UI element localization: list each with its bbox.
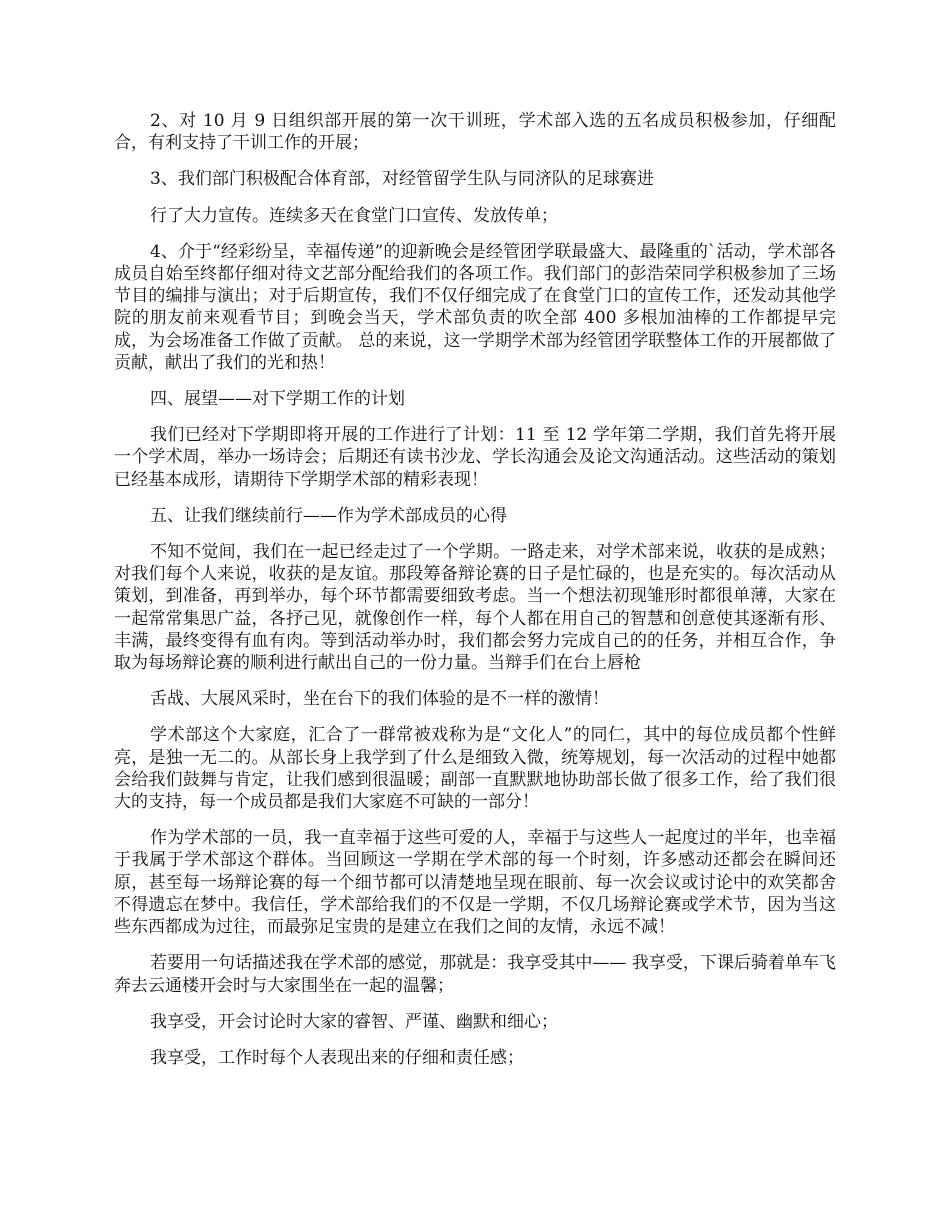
paragraph-next-term-plan: 我们已经对下学期即将开展的工作进行了计划：11 至 12 学年第二学期，我们首先将开展一个学术周，举办一场诗会；后期还有读书沙龙、学长沟通会及论文沟通活动。这些活动的策划已经基本成形，请期待下学期学术部的精彩表现！ [114,425,836,490]
paragraph-football-support: 3、我们部门积极配合体育部，对经管留学生队与同济队的足球赛进 [150,169,654,190]
document-body [114,110,836,1083]
paragraph-training-class: 2、对 10 月 9 日组织部开展的第一次干训班，学术部入选的五名成员积极参加，仔细配合，有利支持了干训工作的开展； [114,111,836,154]
paragraph-welcome-party: 4、介于“经彩纷呈，幸福传递”的迎新晚会是经管团学联最盛大、最隆重的`活动，学术部各成员自始至终都仔细对待文艺部分配给我们的各项工作。我们部门的彭浩荣同学积极参加了三场节目的编排与演出；对于后期宣传，我们不仅仔细完成了在食堂门口的宣传工作，还发动其他学院的朋友前来观看节目；到晚会当天，学术部负责的吹全部 400 多根加油棒的工作都提早完成，为会场准备工作做了贡献。 总的来说，这一学期学术部为经管团学联整体工作的开展都做了贡献，献出了我们的光和热！ [114,241,836,373]
section-heading-reflections: 五、让我们继续前行——作为学术部成员的心得 [150,505,507,526]
paragraph-enjoy-meetings: 我享受，开会讨论时大家的睿智、严谨、幽默和细心； [150,1011,558,1032]
paragraph-member-gratitude: 作为学术部的一员，我一直幸福于这些可爱的人，幸福于与这些人一起度过的半年，也幸福于我属于学术部这个群体。当回顾这一学期在学术部的每一个时刻，许多感动还都会在瞬间还原，甚至每一场辩论赛的每一个细节都可以清楚地呈现在眼前、每一次会议或讨论中的欢笑都舍不得遗忘在梦中。我信任，学术部给我们的不仅是一学期，不仅几场辩论赛或学术节，因为当这些东西都成为过往，而最弥足宝贵的是建立在我们之间的友情，永远不减！ [114,828,836,938]
paragraph-publicity: 行了大力宣传。连续多天在食堂门口宣传、发放传单； [150,205,558,226]
paragraph-semester-reflection: 不知不觉间，我们在一起已经走过了一个学期。一路走来，对学术部来说，收获的是成熟；对我们每个人来说，收获的是友谊。那段筹备辩论赛的日子是忙碌的，也是充实的。每次活动从策划，到准备，再到举办，每个环节都需要细致考虑。当一个想法初现雏形时都很单薄，大家在一起常常集思广益，各抒己见，就像创作一样，每个人都在用自己的智慧和创意使其逐渐有形、丰满，最终变得有血有肉。等到活动举办时，我们都会努力完成自己的的任务，并相互合作，争取为每场辩论赛的顺利进行献出自己的一份力量。当辩手们在台上唇枪 [114,542,836,674]
paragraph-enjoy-work: 我享受，工作时每个人表现出来的仔细和责任感； [150,1047,524,1068]
paragraph-enjoy-summary: 若要用一句话描述我在学术部的感觉，那就是：我享受其中—— 我享受，下课后骑着单车飞奔去云通楼开会时与大家围坐在一起的温馨； [114,953,836,996]
paragraph-department-family: 学术部这个大家庭，汇合了一群常被戏称为是“文化人”的同仁，其中的每位成员都个性鲜亮，是独一无二的。从部长身上我学到了什么是细致入微，统筹规划，每一次活动的过程中她都会给我们鼓舞与肯定，让我们感到很温暖；副部一直默默地协助部长做了很多工作，给了我们很大的支持，每一个成员都是我们大家庭不可缺的一部分！ [114,725,836,813]
paragraph-debate-passion: 舌战、大展风采时，坐在台下的我们体验的是不一样的激情！ [150,689,609,710]
section-heading-outlook: 四、展望——对下学期工作的计划 [150,389,405,410]
